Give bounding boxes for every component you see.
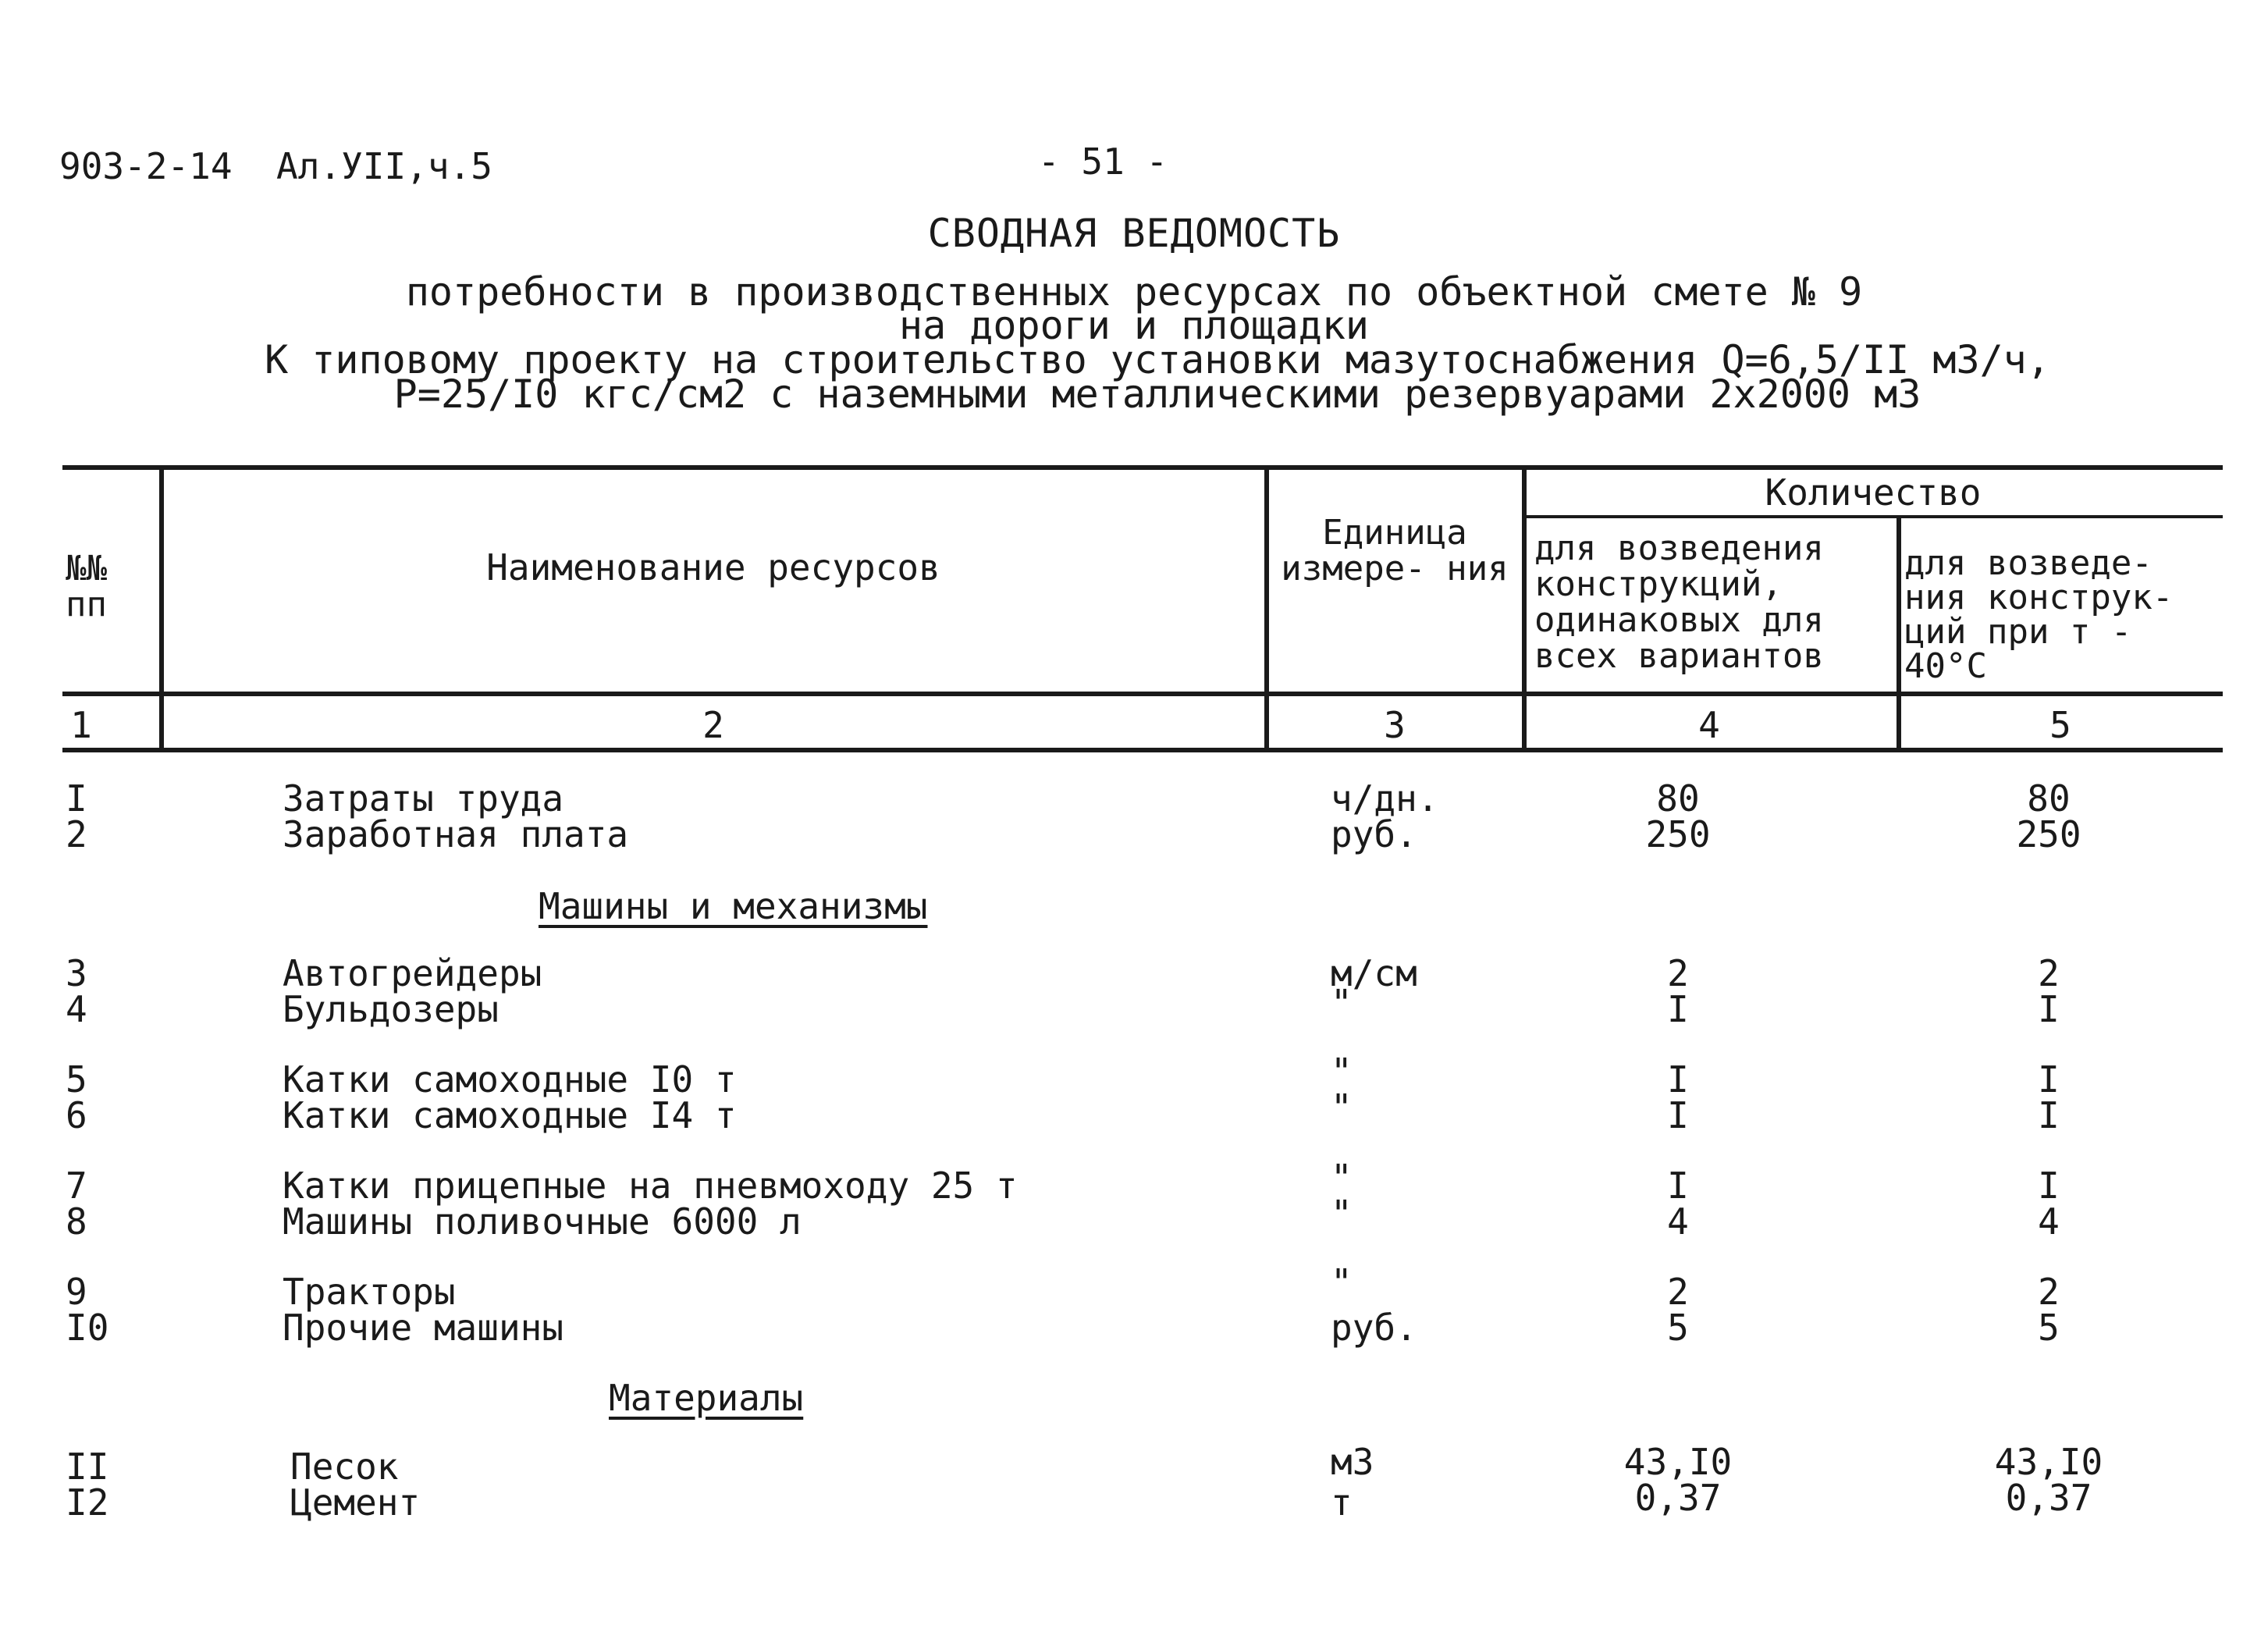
quantity-all-variants: 43,I0: [1623, 1441, 1733, 1483]
quantity-all-variants: 2: [1667, 1271, 1689, 1313]
resource-unit: ": [1331, 1261, 1353, 1303]
header-quantity: Количество: [1765, 471, 1982, 514]
title-line-4: К типовому проекту на строительство установки мазутоснабжения Q=6,5/II м3/ч,: [265, 337, 2050, 382]
album-reference: Ал.УII,ч.5: [276, 145, 492, 187]
resource-name: Тракторы: [283, 1271, 456, 1313]
row-number: II: [66, 1446, 109, 1488]
column-number: 2: [702, 704, 724, 746]
quantity-all-variants: 80: [1656, 777, 1700, 820]
table-top-rule: [62, 465, 2223, 470]
resource-unit: ": [1331, 982, 1353, 1024]
resource-unit: руб.: [1331, 813, 1417, 855]
column-divider: [1522, 465, 1527, 752]
resource-name: Катки прицепные на пневмоходу 25 т: [283, 1165, 1018, 1207]
header-quantity-all-variants: для возведения конструкций, одинаковых для всех вариантов: [1534, 528, 1824, 676]
column-number: 4: [1698, 704, 1720, 746]
section-heading-machines: Машины и механизмы: [539, 885, 928, 927]
quantity-all-variants: 4: [1667, 1200, 1689, 1243]
column-divider: [1264, 465, 1269, 752]
resource-name: Песок: [290, 1446, 399, 1488]
section-heading-materials: Материалы: [609, 1377, 804, 1419]
quantity-all-variants: 250: [1645, 813, 1711, 855]
quantity-minus-40: 0,37: [2005, 1477, 2092, 1519]
title-line-3: на дороги и площадки: [898, 303, 1370, 348]
row-number: 4: [66, 988, 87, 1030]
resource-unit: ": [1331, 1193, 1353, 1235]
row-number: 5: [66, 1058, 87, 1101]
resource-name: Заработная плата: [283, 813, 629, 855]
resource-unit: ч/дн.: [1331, 777, 1439, 820]
header-unit: Единица измере- ния: [1281, 513, 1509, 589]
title-line-2: потребности в производственных ресурсах по объектной смете № 9: [405, 269, 1863, 315]
quantity-minus-40: 2: [2038, 1271, 2060, 1313]
quantity-minus-40: 43,I0: [1994, 1441, 2103, 1483]
quantity-minus-40: 4: [2038, 1200, 2060, 1243]
quantity-minus-40: I: [2038, 988, 2060, 1030]
document-title: СВОДНАЯ ВЕДОМОСТЬ: [927, 211, 1341, 256]
resource-name: Цемент: [290, 1481, 421, 1524]
quantity-all-variants: I: [1667, 1094, 1689, 1136]
row-number: I: [66, 777, 87, 820]
row-number: I0: [66, 1307, 109, 1349]
row-number: 7: [66, 1165, 87, 1207]
column-divider: [1897, 515, 1901, 752]
header-resource-name: Наименование ресурсов: [486, 546, 940, 589]
title-line-5: P=25/I0 кгс/см2 с наземными металлическими резервуарами 2х2000 м3: [393, 372, 1921, 417]
resource-unit: м3: [1331, 1441, 1374, 1483]
column-number: 3: [1384, 704, 1406, 746]
resource-name: Катки самоходные I4 т: [283, 1094, 737, 1136]
row-number: 9: [66, 1271, 87, 1313]
row-number: 6: [66, 1094, 87, 1136]
header-quantity-minus-40: для возведе- ния конструк- ций при т - 40°С: [1904, 543, 2174, 686]
document-code: 903-2-14: [59, 145, 233, 187]
resource-unit: руб.: [1331, 1307, 1417, 1349]
quantity-subheader-rule: [1527, 515, 2223, 518]
resource-unit: т: [1331, 1481, 1353, 1524]
resource-name: Затраты труда: [283, 777, 564, 820]
quantity-minus-40: 80: [2027, 777, 2071, 820]
quantity-all-variants: I: [1667, 988, 1689, 1030]
resource-name: Прочие машины: [283, 1307, 564, 1349]
column-number: 1: [70, 704, 92, 746]
quantity-minus-40: I: [2038, 1094, 2060, 1136]
row-number: I2: [66, 1481, 109, 1524]
quantity-minus-40: 5: [2038, 1307, 2060, 1349]
quantity-all-variants: 0,37: [1634, 1477, 1722, 1519]
page-number: - 51 -: [1038, 140, 1168, 183]
row-number: 2: [66, 813, 87, 855]
quantity-minus-40: I: [2038, 1165, 2060, 1207]
quantity-all-variants: I: [1667, 1165, 1689, 1207]
resource-unit: ": [1331, 1086, 1353, 1129]
resource-unit: ": [1331, 1051, 1353, 1093]
resource-name: Машины поливочные 6000 л: [283, 1200, 802, 1243]
resource-name: Бульдозеры: [283, 988, 499, 1030]
column-number: 5: [2049, 704, 2071, 746]
quantity-minus-40: I: [2038, 1058, 2060, 1101]
quantity-minus-40: 2: [2038, 952, 2060, 994]
quantity-all-variants: 2: [1667, 952, 1689, 994]
resource-name: Автогрейдеры: [283, 952, 542, 994]
resource-unit: ": [1331, 1157, 1353, 1199]
header-row-number: №№ пп: [66, 549, 107, 624]
resource-unit: м/см: [1331, 952, 1417, 994]
quantity-all-variants: I: [1667, 1058, 1689, 1101]
quantity-minus-40: 250: [2016, 813, 2081, 855]
quantity-all-variants: 5: [1667, 1307, 1689, 1349]
row-number: 3: [66, 952, 87, 994]
row-number: 8: [66, 1200, 87, 1243]
resource-name: Катки самоходные I0 т: [283, 1058, 737, 1101]
column-divider: [159, 465, 164, 752]
